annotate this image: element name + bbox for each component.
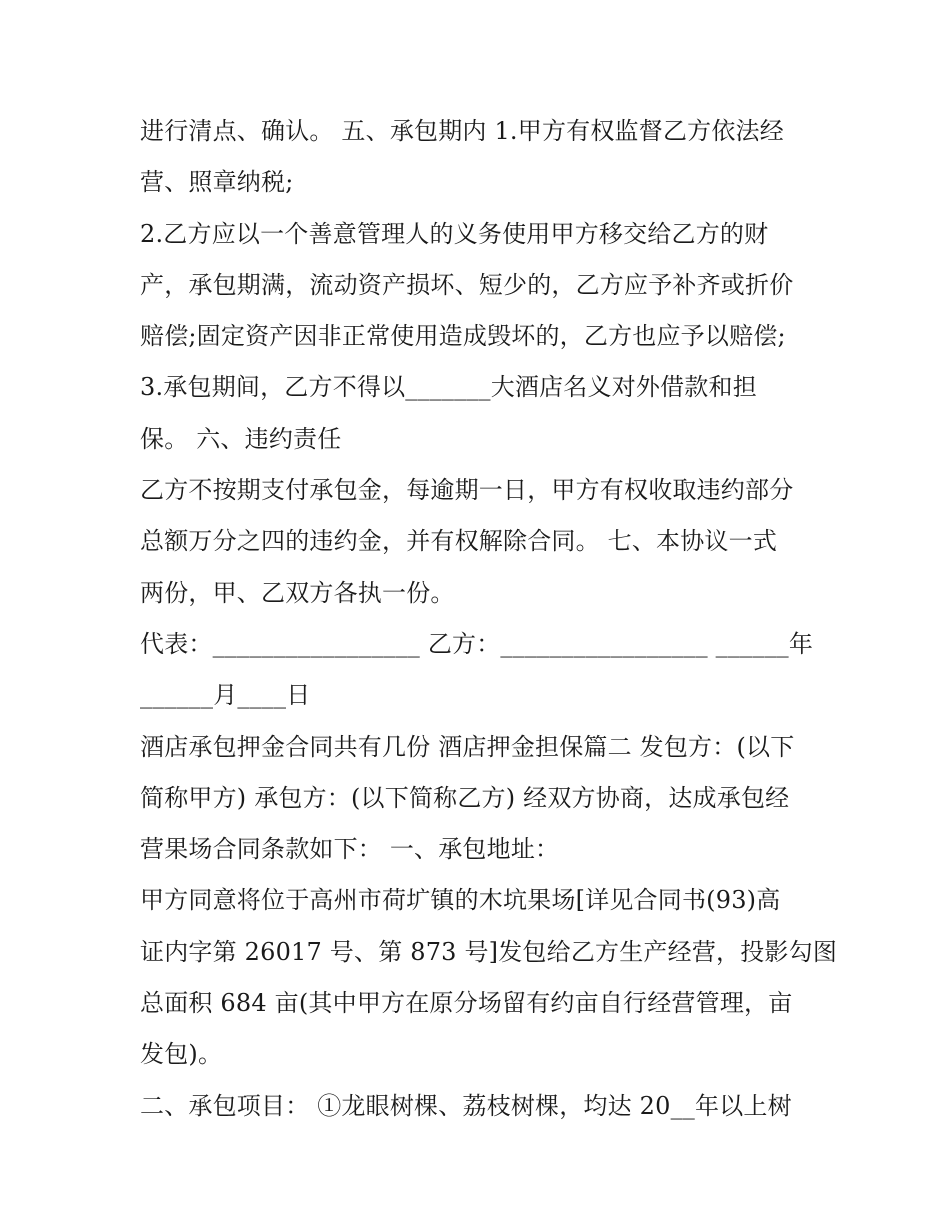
text-line: 营果场合同条款如下： 一、承包地址： xyxy=(140,835,560,864)
text-line: 2.乙方应以一个善意管理人的义务使用甲方移交给乙方的财 xyxy=(140,219,769,248)
text-line: 简称甲方) 承包方：(以下简称乙方) 经双方协商，达成承包经 xyxy=(140,783,790,812)
text-line: 总额万分之四的违约金，并有权解除合同。 七、本协议一式 xyxy=(140,527,778,556)
text-line: 酒店承包押金合同共有几份 酒店押金担保篇二 发包方：(以下 xyxy=(140,732,795,761)
text-line: 保。 六、违约责任 xyxy=(140,424,342,453)
text-line: 进行清点、确认。 五、承包期内 1.甲方有权监督乙方依法经 xyxy=(140,117,784,145)
text-line: 甲方同意将位于高州市荷圹镇的木坑果场[详见合同书(93)高 xyxy=(140,886,781,915)
document-body xyxy=(140,106,838,1132)
text-line: ______月____日 xyxy=(140,681,311,710)
text-line: 总面积 684 亩(其中甲方在原分场留有约亩自行经营管理，亩 xyxy=(140,989,793,1018)
text-line: 证内字第 26017 号、第 873 号]发包给乙方生产经营，投影勾图 xyxy=(140,937,838,966)
text-line: 赔偿;固定资产因非正常使用造成毁坏的，乙方也应予以赔偿; xyxy=(140,322,786,351)
text-line: 产，承包期满，流动资产损坏、短少的，乙方应予补齐或折价 xyxy=(140,270,794,299)
text-line: 3.承包期间，乙方不得以_______大酒店名义对外借款和担 xyxy=(140,373,757,402)
text-line: 营、照章纳税; xyxy=(140,168,294,197)
text-line: 两份，甲、乙双方各执一份。 xyxy=(140,578,455,607)
text-line: 二、承包项目： ①龙眼树棵、荔枝树棵，均达 20__年以上树 xyxy=(140,1091,792,1120)
text-line: 乙方不按期支付承包金，每逾期一日，甲方有权收取违约部分 xyxy=(140,476,794,505)
text-line: 发包)。 xyxy=(140,1040,223,1069)
text-line: 代表：_________________ 乙方：_________________ ______年 xyxy=(140,629,814,658)
